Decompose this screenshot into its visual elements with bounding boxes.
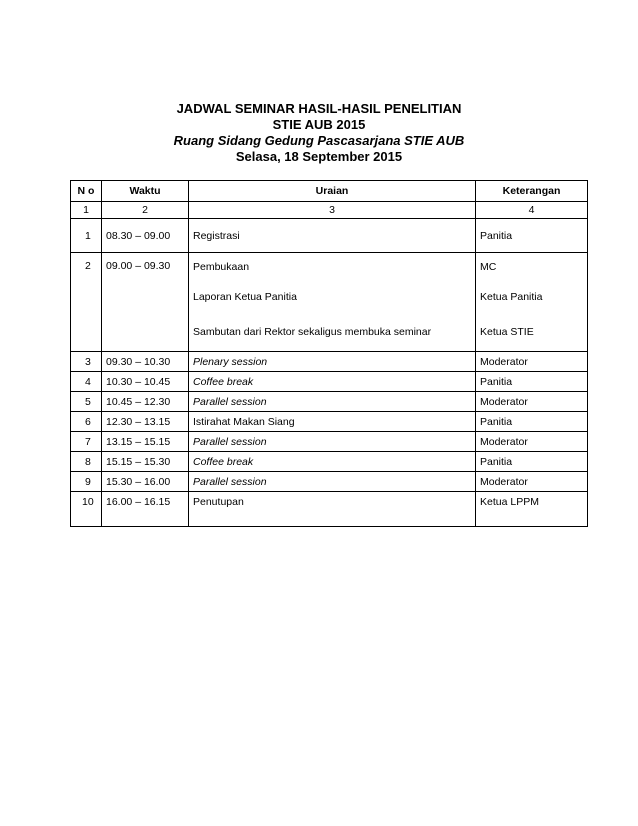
table-row bbox=[71, 219, 588, 253]
row-waktu: 12.30 – 13.15 bbox=[102, 412, 189, 432]
row-no: 6 bbox=[71, 412, 102, 432]
row-uraian: Parallel session bbox=[189, 432, 476, 452]
row-no: 3 bbox=[71, 352, 102, 372]
title-line-4: Selasa, 18 September 2015 bbox=[235, 149, 403, 164]
row-waktu: 13.15 – 15.15 bbox=[102, 432, 189, 452]
row-uraian: Parallel session bbox=[189, 392, 476, 412]
table-row bbox=[71, 432, 588, 452]
table-row bbox=[71, 372, 588, 392]
row-keterangan: Panitia bbox=[476, 412, 588, 432]
row-uraian: Coffee break bbox=[189, 452, 476, 472]
row-waktu: 09.00 – 09.30 bbox=[102, 253, 189, 352]
row-waktu: 15.30 – 16.00 bbox=[102, 472, 189, 492]
row-no: 5 bbox=[71, 392, 102, 412]
keterangan-item: Ketua Panitia bbox=[480, 291, 543, 303]
row-uraian: Coffee break bbox=[189, 372, 476, 392]
table-row bbox=[71, 253, 588, 352]
keterangan-item: Ketua STIE bbox=[480, 326, 534, 338]
title-line-2: STIE AUB 2015 bbox=[272, 117, 366, 132]
table-row bbox=[71, 472, 588, 492]
title-line-3: Ruang Sidang Gedung Pascasarjana STIE AUB bbox=[173, 133, 465, 148]
document-title-block bbox=[0, 101, 638, 165]
header-no: N o bbox=[71, 181, 102, 202]
row-uraian bbox=[189, 253, 476, 352]
uraian-item: Laporan Ketua Panitia bbox=[193, 291, 297, 303]
row-no: 9 bbox=[71, 472, 102, 492]
row-waktu: 16.00 – 16.15 bbox=[102, 492, 189, 527]
column-number-row bbox=[71, 202, 588, 219]
row-uraian: Penutupan bbox=[189, 492, 476, 527]
row-keterangan: Moderator bbox=[476, 392, 588, 412]
row-waktu: 08.30 – 09.00 bbox=[102, 219, 189, 253]
row-uraian: Plenary session bbox=[189, 352, 476, 372]
row-uraian: Parallel session bbox=[189, 472, 476, 492]
keterangan-item: MC bbox=[480, 261, 497, 273]
row-waktu: 10.30 – 10.45 bbox=[102, 372, 189, 392]
table-row bbox=[71, 412, 588, 432]
row-waktu: 09.30 – 10.30 bbox=[102, 352, 189, 372]
column-number: 3 bbox=[189, 202, 476, 219]
row-keterangan: Moderator bbox=[476, 352, 588, 372]
row-waktu: 10.45 – 12.30 bbox=[102, 392, 189, 412]
row-keterangan: Ketua LPPM bbox=[476, 492, 588, 527]
title-line-1: JADWAL SEMINAR HASIL-HASIL PENELITIAN bbox=[176, 101, 462, 116]
row-no: 1 bbox=[71, 219, 102, 253]
row-no: 7 bbox=[71, 432, 102, 452]
row-keterangan: Panitia bbox=[476, 219, 588, 253]
row-keterangan: Panitia bbox=[476, 372, 588, 392]
row-keterangan: Moderator bbox=[476, 472, 588, 492]
row-keterangan: Panitia bbox=[476, 452, 588, 472]
header-keterangan: Keterangan bbox=[476, 181, 588, 202]
row-keterangan bbox=[476, 253, 588, 352]
table-row bbox=[71, 392, 588, 412]
row-no: 4 bbox=[71, 372, 102, 392]
table-row bbox=[71, 452, 588, 472]
row-uraian: Istirahat Makan Siang bbox=[189, 412, 476, 432]
table-header-row bbox=[71, 181, 588, 202]
column-number: 1 bbox=[71, 202, 102, 219]
header-uraian: Uraian bbox=[189, 181, 476, 202]
row-uraian: Registrasi bbox=[189, 219, 476, 253]
row-no: 2 bbox=[71, 253, 102, 352]
row-no: 8 bbox=[71, 452, 102, 472]
table-row bbox=[71, 352, 588, 372]
column-number: 4 bbox=[476, 202, 588, 219]
schedule-table bbox=[70, 180, 588, 527]
uraian-item: Pembukaan bbox=[193, 261, 250, 273]
row-waktu: 15.15 – 15.30 bbox=[102, 452, 189, 472]
row-no: 10 bbox=[71, 492, 102, 527]
header-waktu: Waktu bbox=[102, 181, 189, 202]
table-row bbox=[71, 492, 588, 527]
column-number: 2 bbox=[102, 202, 189, 219]
row-keterangan: Moderator bbox=[476, 432, 588, 452]
uraian-item: Sambutan dari Rektor sekaligus membuka seminar bbox=[193, 326, 432, 338]
